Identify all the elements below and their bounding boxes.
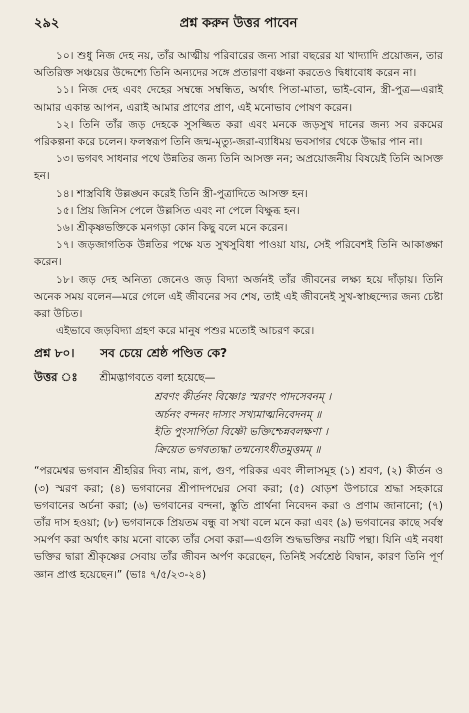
answer-label: উত্তর ঃ bbox=[34, 370, 78, 385]
paragraph-16: ১৬। শ্রীকৃষ্ণভক্তিকে মনগড়া কোন কিছু বলে মনে করেন। bbox=[56, 222, 288, 235]
paragraph-12: ১২। তিনি তাঁর জড় দেহকে সুসজ্জিত করা এবং মনকে জড়সুখ দানের জন্য সব রকমের পরিকল্পনা করে চলেন। ফলস্বরূপ তিনি জন্ম-মৃত্যু-জরা-ব্যাধিময় ভবসাগর থেকে উদ্ধার পান না। bbox=[34, 118, 443, 149]
page-header bbox=[34, 14, 443, 38]
paragraph-14: ১৪। শাস্ত্রবিধি উল্লঙ্ঘন করেই তিনি স্ত্রী-পুত্রাদিতে আসক্ত হন। bbox=[56, 187, 308, 200]
paragraph-summary: এইভাবে জড়বিদ্যা গ্রহণ করে মানুষ পশুর মতোই আচরণ করে। bbox=[56, 325, 315, 338]
question-80 bbox=[34, 342, 443, 364]
verse-line: ক্রিয়েত ভগবত্যদ্ধা তন্মন্যেঽধীতমুত্তমম্ ॥ bbox=[154, 443, 321, 456]
paragraph-13: ১৩। ভগবৎ সাধনার পথে উন্নতির জন্য তিনি আসক্ত নন; অপ্রয়োজনীয় বিষয়েই তিনি আসক্ত হন। bbox=[34, 153, 443, 183]
paragraph-17: ১৭। জড়জাগতিক উন্নতির পক্ষে যত সুখসুবিধা পাওয়া যায়, সেই পরিবেশই তিনি আকাঙ্ক্ষা করেন। bbox=[34, 239, 443, 269]
verse-line: ইতি পুংসার্পিতা বিষ্ণৌ ভক্তিশ্চেন্নবলক্ষণা । bbox=[154, 426, 329, 439]
verse-line: শ্রবণং কীর্তনং বিষ্ণোঃ স্মরণং পাদসেবনম্ । bbox=[154, 391, 332, 404]
question-text: সব চেয়ে শ্রেষ্ঠ পণ্ডিত কে? bbox=[100, 346, 228, 361]
verse-translation: “পরমেশ্বর ভগবান শ্রীহরির দিব্য নাম, রূপ, গুণ, পরিকর এবং লীলাসমূহ (১) শ্রবণ, (২) কীর্তন ও (৩) স্মরণ করা; (৪) ভগবানের শ্রীপাদপদ্মের সেবা করা; (৫) ষোড়শ উপচারে শ্রদ্ধা সহকারে ভগবানের অর্চনা করা; (৬) ভগবানের বন্দনা, স্তুতি প্রার্থনা নিবেদন করা ও প্রণাম জানানো; (৭) তাঁর দাস হওয়া; (৮) ভগবানকে প্রিয়তম বন্ধু বা সখা বলে মনে করা এবং (৯) ভগবানের কাছে সর্বস্ব সমর্পণ করা অর্থাৎ কায় মনো বাক্যে তাঁর সেবা করা—এগুলি শুদ্ধভক্তির নয়টি পন্থা। যিনি এই নবধা ভক্তির দ্বারা শ্রীকৃষ্ণের সেবায় তাঁর জীবন অর্পণ করেছেন, তিনিই সর্বশ্রেষ্ঠ বিদ্বান, কারণ তিনি পূর্ণ জ্ঞান প্রাপ্ত হয়েছেন।” (ভাঃ ৭/৫/২৩-২৪) bbox=[34, 465, 443, 581]
running-title: প্রশ্ন করুন উত্তর পাবেন bbox=[179, 16, 298, 31]
paragraph-11: ১১। নিজ দেহ এবং দেহের সম্বন্ধে সম্বন্ধিত, অর্থাৎ পিতা-মাতা, ভাই-বোন, স্ত্রী-পুত্র—এরাই আমার একান্ত আপন, এরাই আমার প্রাণের প্রাণ, এই মনোভাব পোষণ করেন। bbox=[34, 84, 443, 114]
question-label: প্রশ্ন ৮০। bbox=[34, 346, 75, 361]
sanskrit-verse bbox=[154, 389, 443, 459]
paragraph-10: ১০। শুধু নিজ দেহ নয়, তাঁর আত্মীয় পরিবারের জন্য সারা বছরের যা খাদ্যাদি প্রয়োজন, তার অতিরিক্ত সঞ্চয়ের উদ্দেশ্যে তিনি অন্যদের সঙ্গে প্রতারণা বঞ্চনা করতেও দ্বিধাবোধ করেন না। bbox=[34, 50, 443, 80]
verse-line: অর্চনং বন্দনং দাস্যং সখ্যমাত্মনিবেদনম্ ॥ bbox=[154, 408, 322, 421]
page-body bbox=[34, 48, 443, 584]
paragraph-15: ১৫। প্রিয় জিনিস পেলে উল্লসিত এবং না পেলে বিক্ষুব্ধ হন। bbox=[56, 204, 300, 217]
answer-intro: শ্রীমদ্ভাগবতে বলা হয়েছে— bbox=[99, 371, 216, 385]
answer bbox=[34, 366, 443, 389]
paragraph-18: ১৮। জড় দেহ অনিত্য জেনেও জড় বিদ্যা অর্জনই তাঁর জীবনের লক্ষ্য হয়ে দাঁড়ায়। তিনি অনেক সময় বলেন—মরে গেলে এই জীবনের সব শেষ, তাই এই জীবনেই সুখ-স্বাচ্ছন্দ্যের জন্য চেষ্টা করা উচিত। bbox=[34, 273, 443, 321]
page-number: ২৯২ bbox=[34, 16, 60, 31]
